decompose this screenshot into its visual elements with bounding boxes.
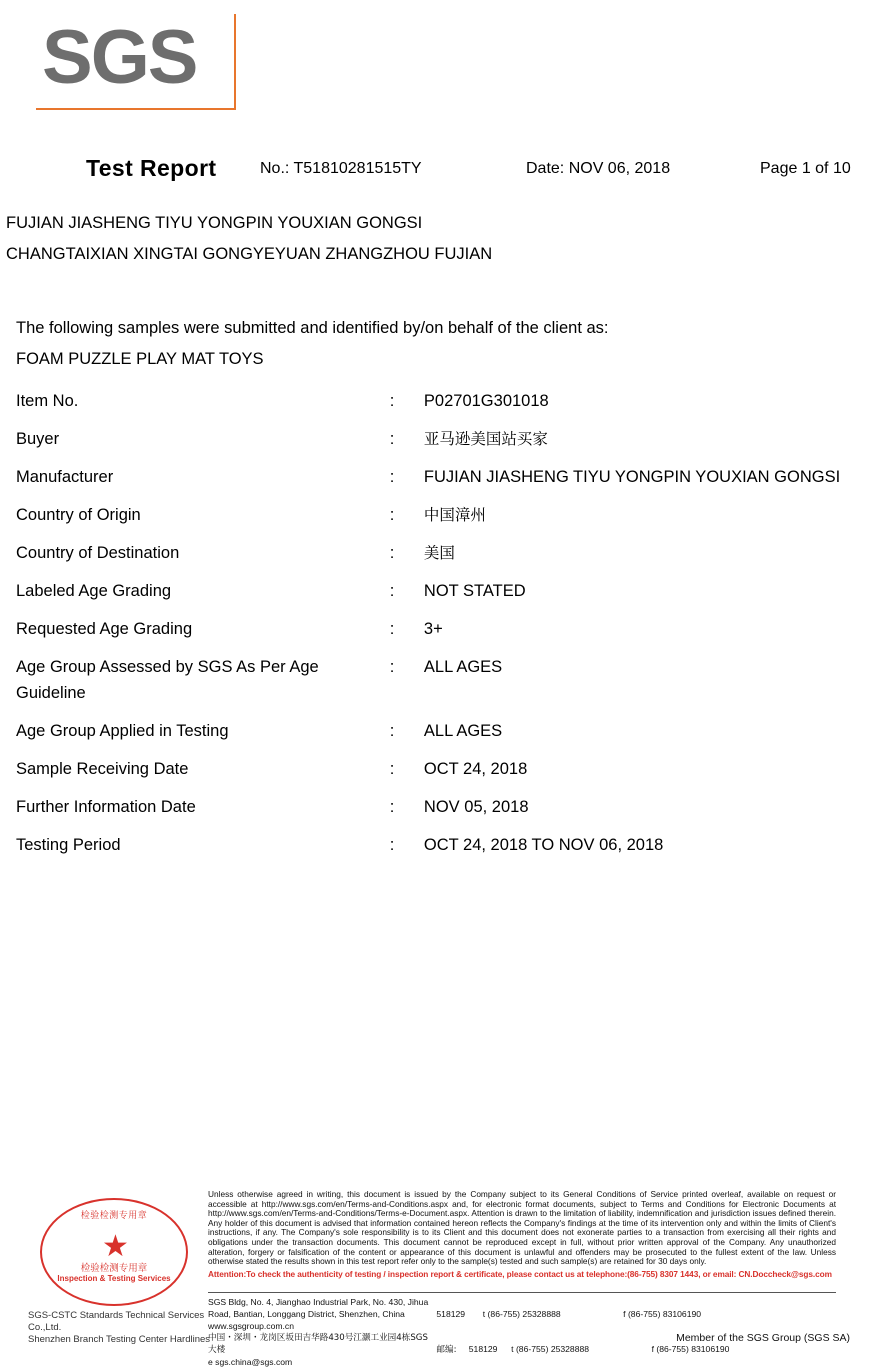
detail-label: Item No. — [16, 392, 79, 410]
sample-intro-text: The following samples were submitted and identified by/on behalf of the client as: — [16, 319, 609, 337]
table-row — [16, 616, 856, 654]
table-row — [16, 756, 856, 794]
seal-caption-line1: SGS-CSTC Standards Technical Services Co.,Ltd. — [28, 1310, 205, 1333]
table-row — [16, 794, 856, 832]
detail-label: Manufacturer — [16, 468, 114, 486]
address-en: SGS Bldg, No. 4, Jianghao Industrial Park, No. 430, Jihua Road, Bantian, Longgang District, Shenzhen, China — [208, 1297, 429, 1319]
legal-disclaimer — [208, 1190, 836, 1279]
seal-top-text: 检验检测专用章 — [80, 1211, 148, 1221]
logo-horizontal-rule — [36, 108, 236, 110]
detail-colon: : — [389, 544, 395, 562]
zip-cn: 518129 — [468, 1344, 498, 1354]
detail-value: 3+ — [423, 620, 443, 638]
attention-notice[interactable]: Attention:To check the authenticity of testing / inspection report & certificate, please contact us at telephone:(86-755) 8307 1443, or email: CN.Doccheck@sgs.com — [208, 1268, 832, 1279]
table-row — [16, 502, 856, 540]
zip-en: 518129 — [436, 1309, 466, 1319]
detail-label: Labeled Age Grading — [16, 582, 172, 600]
detail-value: ALL AGES — [423, 658, 503, 676]
detail-colon: : — [389, 392, 395, 410]
page-title: Test Report — [86, 155, 217, 181]
detail-colon: : — [389, 506, 395, 524]
footer-address-en-row — [208, 1296, 848, 1332]
detail-colon: : — [389, 468, 395, 486]
table-row — [16, 540, 856, 578]
detail-colon: : — [389, 658, 395, 676]
table-row — [16, 832, 856, 870]
seal-caption-line2: Shenzhen Branch Testing Center Hardlines — [28, 1334, 211, 1345]
report-header-row — [36, 155, 852, 185]
detail-value: NOV 05, 2018 — [423, 798, 529, 816]
star-icon: ★ — [102, 1230, 129, 1263]
sample-details-body — [16, 388, 856, 870]
footer-divider — [208, 1292, 836, 1293]
tel-en: t (86-755) 25328888 — [482, 1309, 561, 1319]
detail-label: Country of Origin — [16, 506, 141, 524]
detail-label: Sample Receiving Date — [16, 760, 189, 778]
detail-label: Testing Period — [16, 836, 121, 854]
detail-colon: : — [389, 722, 395, 740]
detail-value: ALL AGES — [423, 722, 503, 740]
zip-label-cn: 邮编: — [436, 1345, 457, 1355]
detail-value: NOT STATED — [423, 582, 526, 600]
website[interactable]: www.sgsgroup.com.cn — [208, 1321, 294, 1331]
detail-colon: : — [389, 760, 395, 778]
detail-label: Buyer — [16, 430, 60, 448]
sample-description: FOAM PUZZLE PLAY MAT TOYS — [16, 350, 264, 368]
table-row — [16, 464, 856, 502]
seal-mid-text: 检验检测专用章 — [80, 1263, 148, 1274]
member-statement: Member of the SGS Group (SGS SA) — [676, 1332, 850, 1344]
detail-value: OCT 24, 2018 — [423, 760, 528, 778]
page-number: Page 1 of 10 — [760, 160, 851, 177]
seal-bottom-text: Inspection & Testing Services — [57, 1274, 171, 1283]
client-address: CHANGTAIXIAN XINGTAI GONGYEYUAN ZHANGZHOU FUJIAN — [6, 245, 493, 263]
report-number: No.: T51810281515TY — [260, 160, 422, 177]
report-date: Date: NOV 06, 2018 — [526, 160, 671, 177]
sample-details-table — [16, 388, 856, 870]
detail-label: Requested Age Grading — [16, 620, 193, 638]
detail-colon: : — [389, 430, 395, 448]
table-row — [16, 654, 856, 718]
detail-colon: : — [389, 798, 395, 816]
table-row — [16, 426, 856, 464]
detail-value: OCT 24, 2018 TO NOV 06, 2018 — [423, 836, 664, 854]
detail-colon: : — [389, 620, 395, 638]
page-footer — [0, 1180, 882, 1367]
detail-colon: : — [389, 582, 395, 600]
table-row — [16, 388, 856, 426]
table-row — [16, 578, 856, 616]
detail-value: FUJIAN JIASHENG TIYU YONGPIN YOUXIAN GONGSI — [423, 468, 841, 486]
sgs-logo-text: SGS — [42, 15, 197, 100]
detail-colon: : — [389, 836, 395, 854]
detail-value: 美国 — [423, 544, 455, 562]
fax-cn: f (86-755) 83106190 — [651, 1344, 730, 1354]
legal-text: Unless otherwise agreed in writing, this document is issued by the Company subject to its General Conditions of Service printed overleaf, available on request or accessible at http://www.sgs.com/en/Terms-and-Conditions.aspx and, for electronic format documents, subject to Terms and Conditions for Electronic Documents at http://www.sgs.com/en/Terms-and-Conditions/Terms-e-Document.aspx. Attention is drawn to the limitation of liability, indemnification and jurisdiction issues defined therein. Any holder of this document is advised that information contained hereon reflects the Company's findings at the time of its intervention only and within the limits of Client's instructions, if any. The Company's sole responsibility is to its Client and this document does not exonerate parties to a transaction from exercising all their rights and obligations under the transaction documents. This document cannot be reproduced except in full, without prior written approval of the Company. Any unauthorized alteration, forgery or falsification of the content or appearance of this document is unlawful and offenders may be prosecuted to the fullest extent of the law. Unless otherwise stated the results shown in this test report refer only to the sample(s) tested and such sample(s) are retained for 30 days only. — [208, 1189, 836, 1267]
detail-label: Age Group Applied in Testing — [16, 722, 229, 740]
seal-caption — [28, 1310, 228, 1346]
address-cn: 中国・深圳・龙岗区坂田吉华路430号江灏工业园4栋SGS大楼 — [208, 1333, 428, 1355]
client-name: FUJIAN JIASHENG TIYU YONGPIN YOUXIAN GONGSI — [6, 214, 423, 232]
detail-label: Country of Destination — [16, 544, 180, 562]
fax-en: f (86-755) 83106190 — [623, 1309, 702, 1319]
tel-cn: t (86-755) 25328888 — [511, 1344, 590, 1354]
detail-value: P02701G301018 — [423, 392, 549, 410]
client-address-block — [6, 208, 856, 270]
sgs-logo — [36, 14, 236, 110]
company-seal-stamp — [28, 1198, 211, 1345]
logo-vertical-rule — [234, 14, 236, 110]
detail-value: 亚马逊美国站买家 — [423, 430, 548, 448]
detail-value: 中国漳州 — [423, 506, 486, 524]
sample-intro-block — [16, 313, 846, 375]
email[interactable]: e sgs.china@sgs.com — [208, 1357, 293, 1367]
table-row — [16, 718, 856, 756]
detail-label: Age Group Assessed by SGS As Per Age Guideline — [16, 658, 319, 702]
detail-label: Further Information Date — [16, 798, 196, 816]
